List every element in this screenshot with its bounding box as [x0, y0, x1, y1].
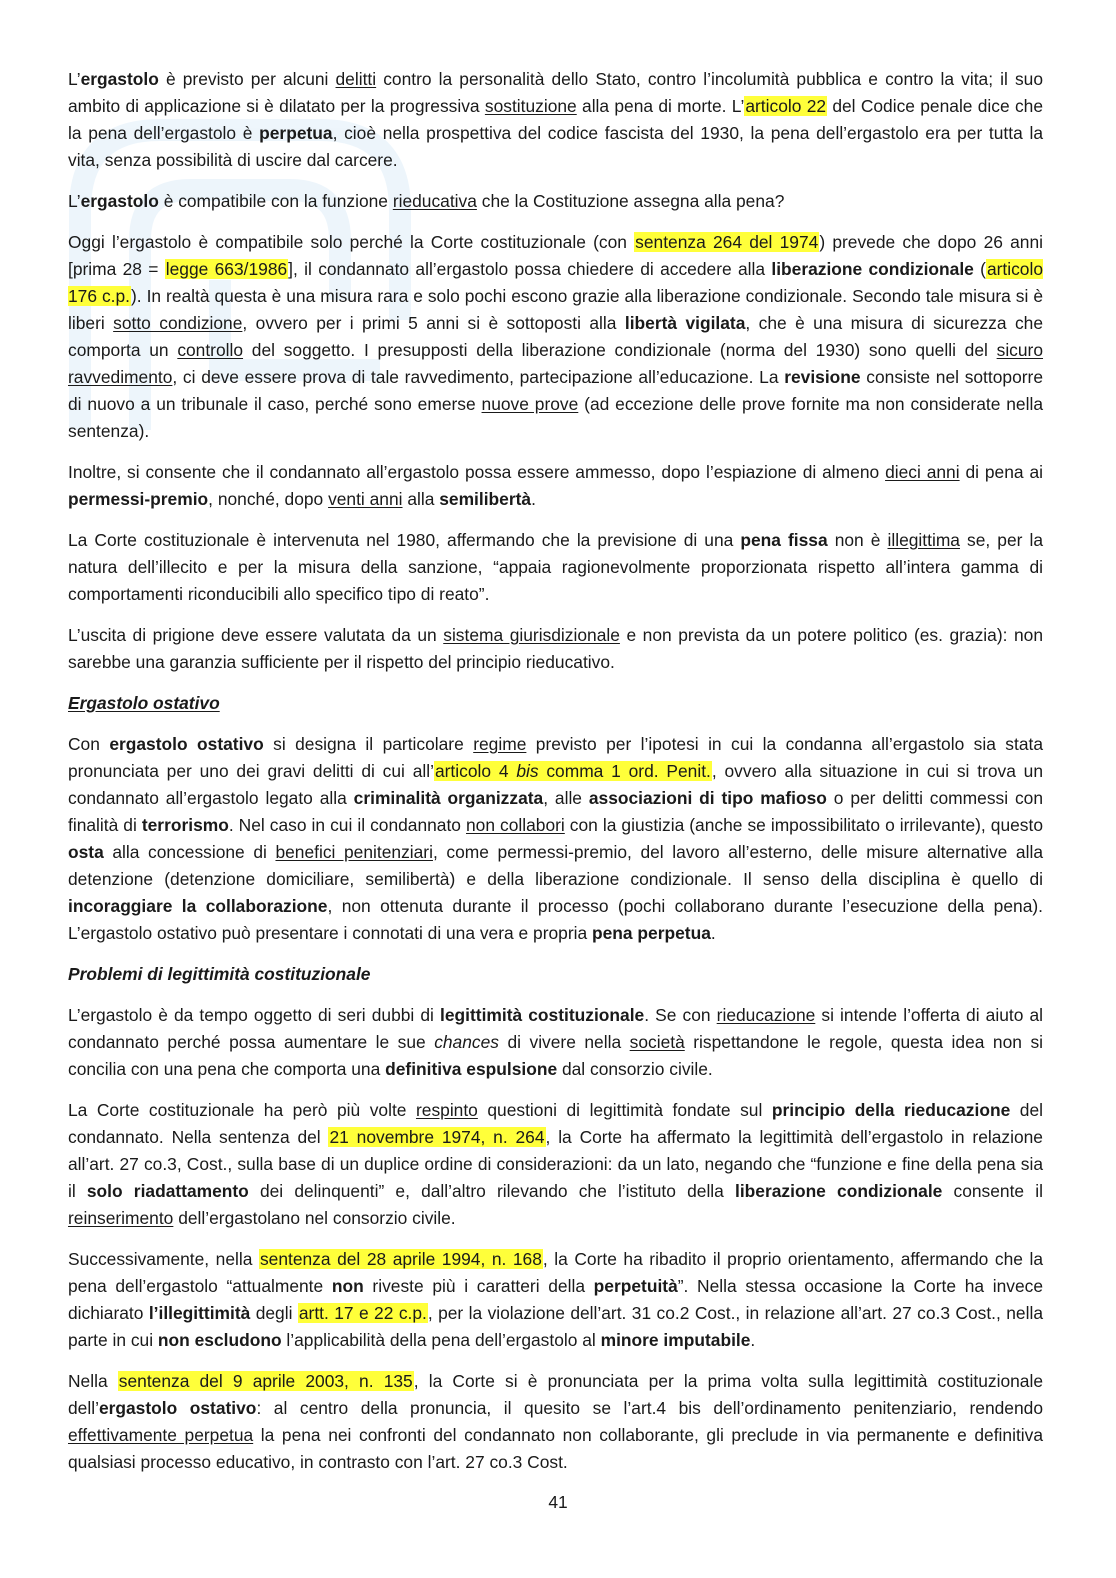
- section-heading-legittimita: Problemi di legittimità costituzionale: [68, 964, 371, 984]
- paragraph-compatibility-question: L’ergastolo è compatibile con la funzione rieducativa che la Costituzione assegna alla pena?: [68, 191, 785, 211]
- highlight: sentenza del 9 aprile 2003, n. 135: [118, 1371, 413, 1391]
- highlight: legge 663/1986: [165, 259, 288, 279]
- highlight: artt. 17 e 22 c.p.: [298, 1303, 427, 1323]
- highlight: sentenza 264 del 1974: [635, 232, 819, 252]
- document-body: [68, 66, 1043, 1490]
- paragraph-sentenza-2003: Nella sentenza del 9 aprile 2003, n. 135, la Corte si è pronunciata per la prima volta sulla legittimità costituzionale dell’ergastolo ostativo: al centro della pronuncia, il quesito se l’art.4 bis dell’ordinamento penitenziario, rendendo effettivamente perpetua la pena nei confronti del condannato non collaborante, gli preclude in via permanente e definitiva qualsiasi processo educativo, in contrasto con l’art. 27 co.3 Cost.: [68, 1371, 1044, 1472]
- highlight: sentenza del 28 aprile 1994, n. 168: [259, 1249, 542, 1269]
- paragraph-ergastolo-intro: L’ergastolo è previsto per alcuni delitti contro la personalità dello Stato, contro l’incolumità pubblica e contro la vita; il suo ambito di applicazione si è dilatato per la progressiva sostituzione alla pena di morte. L’articolo 22 del Codice penale dice che la pena dell’ergastolo è perpetua, cioè nella prospettiva del codice fascista del 1930, la pena dell’ergastolo era per tutta la vita, senza possibilità di uscire dal carcere.: [68, 69, 1044, 170]
- paragraph-pena-fissa: La Corte costituzionale è intervenuta nel 1980, affermando che la previsione di una pena fissa non è illegittima se, per la natura dell’illecito e per la misura della sanzione, “appaia ragionevolmente proporzionata rispetto all’intera gamma di comportamenti riconducibili allo specifico tipo di reato”.: [68, 530, 1044, 604]
- paragraph-permessi-premio: Inoltre, si consente che il condannato all’ergastolo possa essere ammesso, dopo l’espiazione di almeno dieci anni di pena ai permessi-premio, nonché, dopo venti anni alla semilibertà.: [68, 462, 1043, 509]
- section-heading-ergastolo-ostativo: Ergastolo ostativo: [68, 693, 220, 713]
- highlight: articolo 22: [745, 96, 827, 116]
- paragraph-sentenza-1974: La Corte costituzionale ha però più volte respinto questioni di legittimità fondate sul principio della rieducazione del condannato. Nella sentenza del 21 novembre 1974, n. 264, la Corte ha affermato la legittimità dell’ergastolo in relazione all’art. 27 co.3, Cost., sulla base di un duplice ordine di considerazioni: da un lato, negando che “funzione e fine della pena sia il solo riadattamento dei delinquenti” e, dall’altro rilevando che l’istituto della liberazione condizionale consente il reinserimento dell’ergastolano nel consorzio civile.: [68, 1100, 1043, 1228]
- highlight: articolo 4 bis comma 1 ord. Penit.: [434, 761, 711, 781]
- paragraph-liberazione-condizionale: Oggi l’ergastolo è compatibile solo perché la Corte costituzionale (con sentenza 264 del 1974) prevede che dopo 26 anni [prima 28 = legge 663/1986], il condannato all’ergastolo possa chiedere di accedere alla liberazione condizionale (articolo 176 c.p.). In realtà questa è una misura rara e solo pochi escono grazie alla liberazione condizionale. Secondo tale misura si è liberi sotto condizione, ovvero per i primi 5 anni si è sottoposti alla libertà vigilata, che è una misura di sicurezza che comporta un controllo del soggetto. I presupposti della liberazione condizionale (norma del 1930) sono quelli del sicuro ravvedimento, ci deve essere prova di tale ravvedimento, partecipazione all’educazione. La revisione consiste nel sottoporre di nuovo a un tribunale il caso, perché sono emerse nuove prove (ad eccezione delle prove fornite ma non considerate nella sentenza).: [68, 232, 1044, 441]
- paragraph-sentenza-1994: Successivamente, nella sentenza del 28 aprile 1994, n. 168, la Corte ha ribadito il proprio orientamento, affermando che la pena dell’ergastolo “attualmente non riveste più i caratteri della perpetuità”. Nella stessa occasione la Corte ha invece dichiarato l’illegittimità degli artt. 17 e 22 c.p., per la violazione dell’art. 31 co.2 Cost., in relazione all’art. 27 co.3 Cost., nella parte in cui non escludono l’applicabilità della pena dell’ergastolo al minore imputabile.: [68, 1249, 1044, 1350]
- page-number: 41: [548, 1492, 568, 1512]
- paragraph-uscita-prigione: L’uscita di prigione deve essere valutata da un sistema giurisdizionale e non prevista da un potere politico (es. grazia): non sarebbe una garanzia sufficiente per il rispetto del principio rieducativo.: [68, 625, 1044, 672]
- highlight: articolo 176 c.p.: [68, 259, 1044, 306]
- paragraph-ergastolo-ostativo: Con ergastolo ostativo si designa il particolare regime previsto per l’ipotesi in cui la condanna all’ergastolo sia stata pronunciata per uno dei gravi delitti di cui all’articolo 4 bis comma 1 ord. Penit., ovvero alla situazione in cui si trova un condannato all’ergastolo legato alla criminalità organizzata, alle associazioni di tipo mafioso o per delitti commessi con finalità di terrorismo. Nel caso in cui il condannato non collabori con la giustizia (anche se impossibilitato o irrilevante), questo osta alla concessione di benefici penitenziari, come permessi-premio, del lavoro all’esterno, delle misure alternative alla detenzione (detenzione domiciliare, semilibertà) e della liberazione condizionale. Il senso della disciplina è quello di incoraggiare la collaborazione, non ottenuta durante il processo (pochi collaborano durante l’esecuzione della pena). L’ergastolo ostativo può presentare i connotati di una vera e propria pena perpetua.: [68, 734, 1044, 943]
- paragraph-dubbi-legittimita: L’ergastolo è da tempo oggetto di seri dubbi di legittimità costituzionale. Se con rieducazione si intende l’offerta di aiuto al condannato perché possa aumentare le sue chances di vivere nella società rispettandone le regole, questa idea non si concilia con una pena che comporta una definitiva espulsione dal consorzio civile.: [68, 1005, 1044, 1079]
- highlight: 21 novembre 1974, n. 264: [329, 1127, 545, 1147]
